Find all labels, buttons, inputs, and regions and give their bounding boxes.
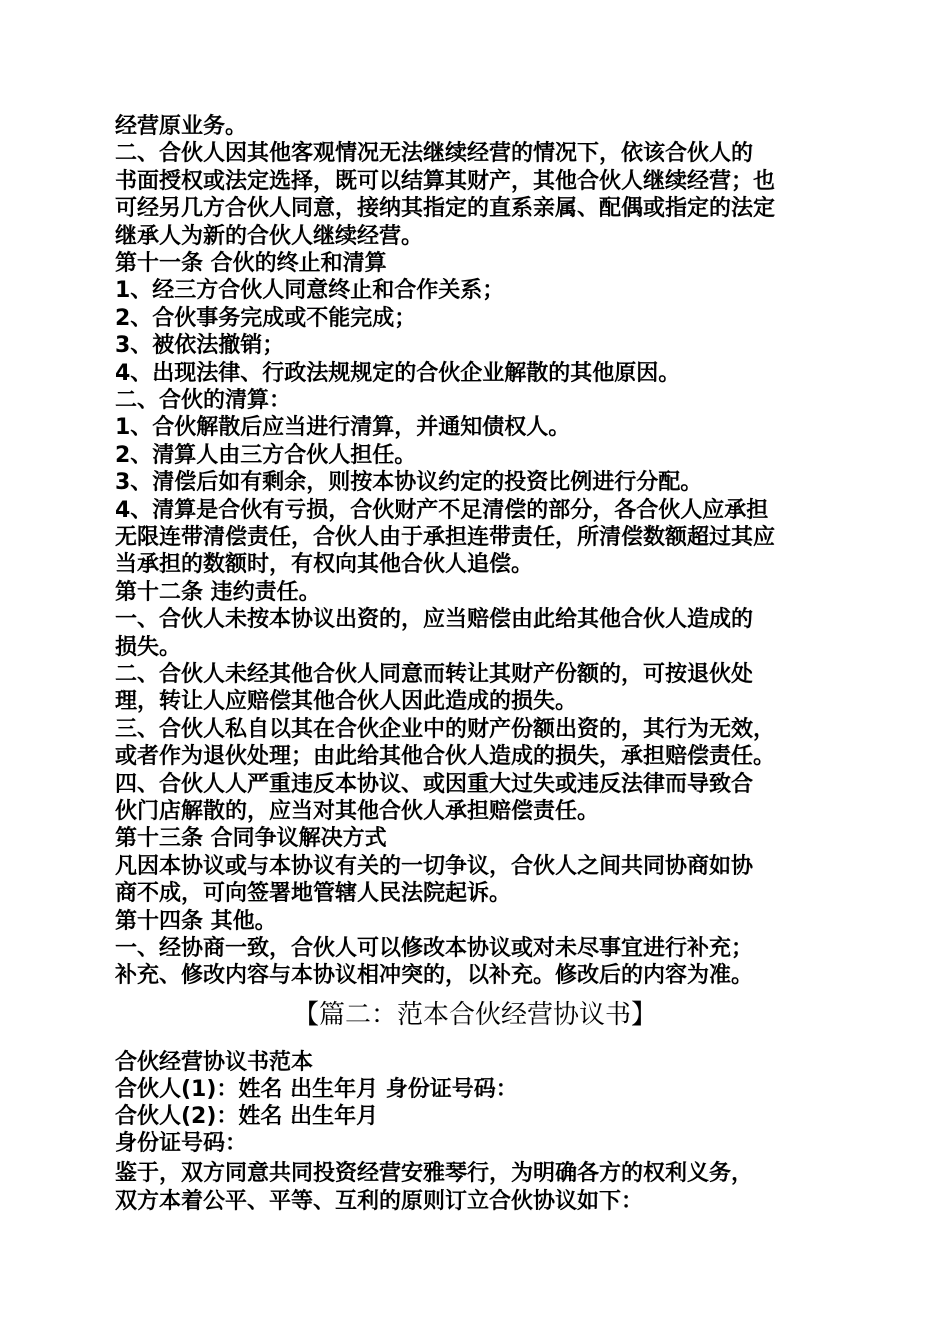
text-line: 或者作为退伙处理；由此给其他合伙人造成的损失，承担赔偿责任。 xyxy=(115,744,776,770)
text-line: 当承担的数额时，有权向其他合伙人追偿。 xyxy=(115,552,534,578)
text-line: 理，转让人应赔偿其他合伙人因此造成的损失。 xyxy=(115,689,578,715)
text-line: 二、合伙人未经其他合伙人同意而转让其财产份额的，可按退伙处 xyxy=(115,662,754,687)
text-line: 三、合伙人私自以其在合伙企业中的财产份额出资的，其行为无效， xyxy=(115,716,776,742)
text-line: 4、清算是合伙有亏损，合伙财产不足清偿的部分，各合伙人应承担 xyxy=(115,497,769,523)
text-line: 第十四条 其他。 xyxy=(115,908,277,934)
text-line: 补充、修改内容与本协议相冲突的，以补充。修改后的内容为准。 xyxy=(115,963,754,989)
text-line: 商不成，可向签署地管辖人民法院起诉。 xyxy=(115,881,512,907)
text-line: 1、合伙解散后应当进行清算，并通知债权人。 xyxy=(115,415,571,441)
text-line: 伙门店解散的，应当对其他合伙人承担赔偿责任。 xyxy=(115,799,600,824)
text-line: 双方本着公平、平等、互利的原则订立合伙协议如下： xyxy=(115,1189,644,1214)
text-line: 2、合伙事务完成或不能完成； xyxy=(115,305,417,331)
text-line: 合伙人(2)：姓名 出生年月 xyxy=(115,1104,379,1129)
text-line: 2、清算人由三方合伙人担任。 xyxy=(115,442,417,468)
text-line: 经营原业务。 xyxy=(115,114,248,139)
text-line: 3、清偿后如有剩余，则按本协议约定的投资比例进行分配。 xyxy=(115,470,703,496)
text-line: 合伙人(1)：姓名 出生年月 身份证号码： xyxy=(115,1077,518,1102)
text-line: 身份证号码： xyxy=(115,1131,248,1156)
text-line: 第十一条 合伙的终止和清算 xyxy=(115,251,387,276)
text-line: 凡因本协议或与本协议有关的一切争议，合伙人之间共同协商如协 xyxy=(115,853,754,879)
text-line: 第十三条 合同争议解决方式 xyxy=(115,826,387,852)
text-line: 4、出现法律、行政法规规定的合伙企业解散的其他原因。 xyxy=(115,360,681,386)
text-line: 无限连带清偿责任，合伙人由于承担连带责任，所清偿数额超过其应 xyxy=(115,525,776,550)
text-line: 一、合伙人未按本协议出资的，应当赔偿由此给其他合伙人造成的 xyxy=(115,607,754,633)
text-line: 二、合伙人因其他客观情况无法继续经营的情况下，依该合伙人的 xyxy=(115,141,754,167)
text-line: 损失。 xyxy=(115,634,182,660)
text-line: 一、经协商一致，合伙人可以修改本协议或对未尽事宜进行补充； xyxy=(115,936,754,961)
text-line: 书面授权或法定选择，既可以结算其财产，其他合伙人继续经营；也 xyxy=(115,168,776,194)
text-line: 鉴于，双方同意共同投资经营安雅琴行，为明确各方的权利义务， xyxy=(115,1161,754,1186)
text-line: 1、经三方合伙人同意终止和合作关系； xyxy=(115,278,505,304)
text-line: 第十二条 违约责任。 xyxy=(115,579,321,605)
text-line: 3、被依法撤销； xyxy=(115,333,285,359)
text-line: 合伙经营协议书范本 xyxy=(115,1050,314,1075)
text-line: 可经另几方合伙人同意，接纳其指定的直系亲属、配偶或指定的法定 xyxy=(115,196,776,222)
section-heading: 【篇二：范本合伙经营协议书】 xyxy=(292,1000,657,1030)
text-line: 继承人为新的合伙人继续经营。 xyxy=(115,223,424,249)
text-line: 四、合伙人人严重违反本协议、或因重大过失或违反法律而导致合 xyxy=(115,771,754,797)
text-line: 二、合伙的清算： xyxy=(115,388,292,413)
